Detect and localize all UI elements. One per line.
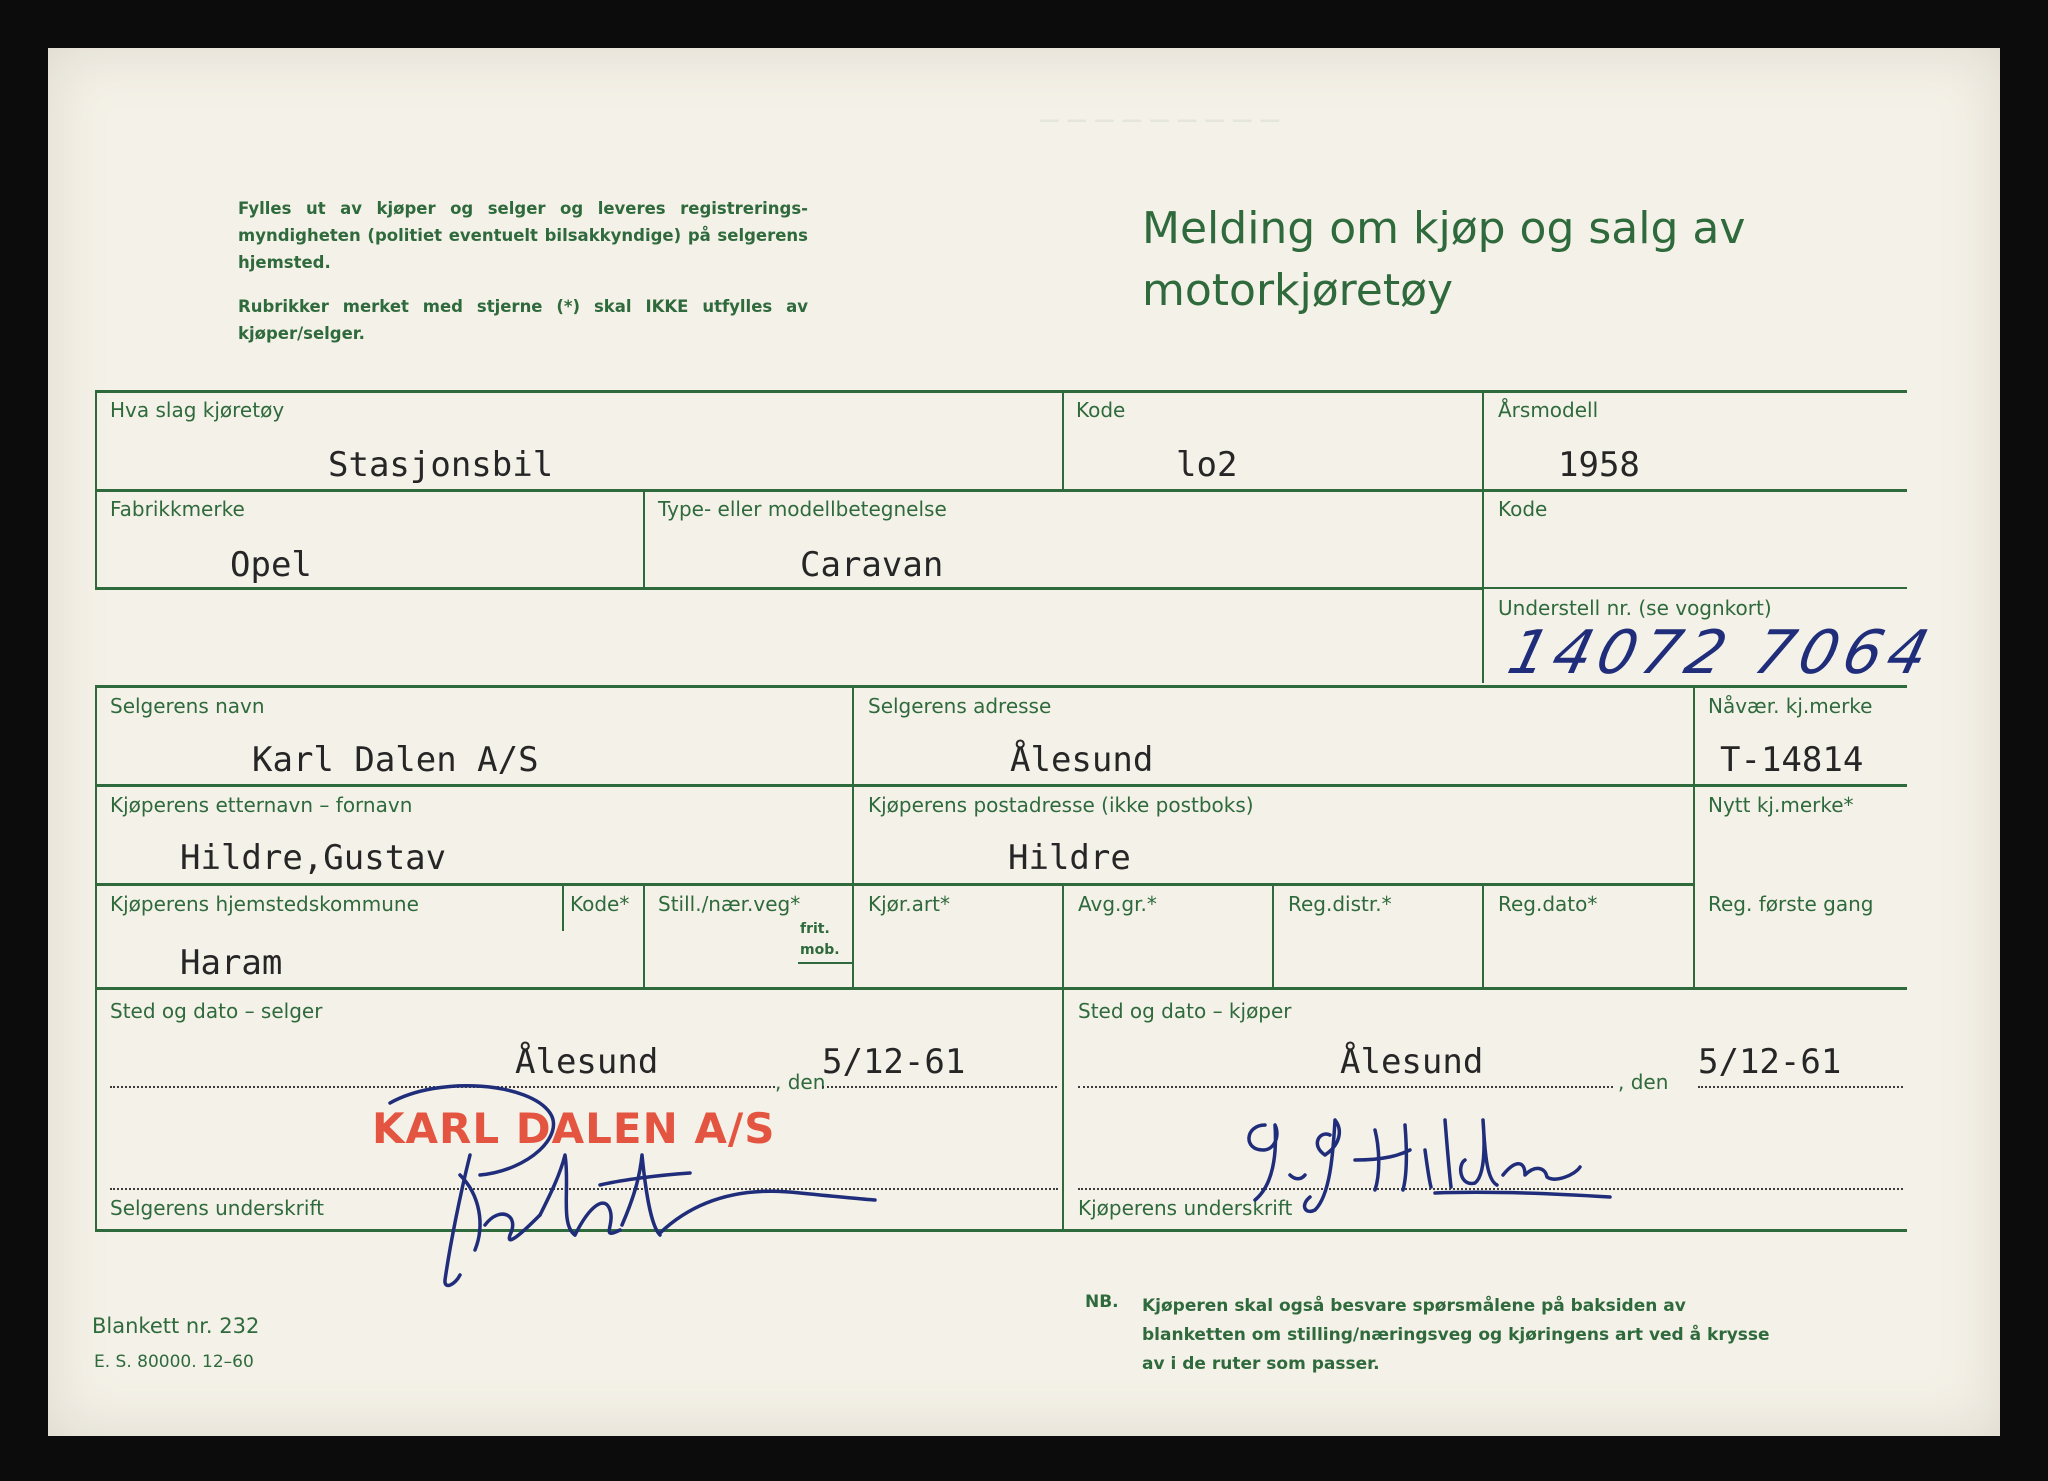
intro-instructions: Fylles ut av kjøper og selger og leveres registrerings-myndigheten (politiet eventuelt bilsakkyndige) på selgerens hjemsted. [238,199,808,272]
frit-label: frit. [800,921,830,937]
buyer-name-value: Hildre,Gustav [180,838,447,878]
municipality-value: Haram [180,943,283,983]
seller-address-label: Selgerens adresse [868,694,1052,718]
current-plate-value: T-14814 [1720,740,1864,780]
chassis-label: Understell nr. (se vognkort) [1498,596,1772,620]
rule [95,987,1907,990]
vehicle-type-label: Hva slag kjøretøy [110,398,285,422]
rule [852,883,854,987]
rule [1482,883,1484,987]
buyer-date-value: 5/12-61 [1698,1042,1842,1082]
code-label: Kode [1076,398,1126,422]
mob-label: mob. [800,942,840,958]
make-label: Fabrikkmerke [110,497,245,521]
model-value: Caravan [800,545,944,585]
seller-signature [360,1075,880,1295]
rule [95,685,97,1230]
seller-place-value: Ålesund [515,1042,659,1082]
nb-text: Kjøperen skal også besvare spørsmålene på baksiden av blanketten om stilling/næringsveg og kjøringens art ved å krysse av i de ruter som passer. [1142,1296,1770,1374]
form-title: Melding om kjøp og salg av motorkjøretøy [1142,203,1746,316]
code2-label: Kode [1498,497,1548,521]
rule [1272,883,1274,987]
first-reg-label: Reg. første gang [1708,892,1874,916]
municipality-label: Kjøperens hjemstedskommune [110,892,419,916]
model-year-value: 1958 [1558,445,1640,485]
buyer-date-dotline [1698,1086,1903,1088]
seller-company-stamp: KARL DALEN A/S [372,1104,776,1153]
rule [95,685,1907,688]
buyer-place-date-label: Sted og dato – kjøper [1078,999,1292,1023]
municipality-code-label: Kode* [570,892,630,916]
buyer-name-label: Kjøperens etternavn – fornavn [110,793,413,817]
model-year-label: Årsmodell [1498,398,1599,422]
nb-label: NB. [1085,1292,1119,1312]
buyer-address-value: Hildre [1008,838,1131,878]
print-info: E. S. 80000. 12–60 [94,1352,254,1372]
occupation-label: Still./nær.veg* [658,892,801,916]
seller-name-label: Selgerens navn [110,694,265,718]
current-plate-label: Nåvær. kj.merke [1708,694,1873,718]
driving-type-label: Kjør.art* [868,892,950,916]
buyer-address-label: Kjøperens postadresse (ikke postboks) [868,793,1254,817]
vehicle-type-value: Stasjonsbil [328,445,554,485]
rule [643,883,645,987]
code-value: lo2 [1176,445,1238,485]
rule [95,587,1482,590]
rule [95,390,1907,393]
chassis-number: 14072 7064 [1501,618,1942,688]
rule [1062,883,1064,1229]
rule [1062,390,1064,489]
rule [1482,587,1907,589]
form-number: Blankett nr. 232 [92,1314,260,1338]
seller-address-value: Ålesund [1010,740,1154,780]
seller-signature-label: Selgerens underskrift [110,1196,324,1220]
buyer-date-prefix: , den [1618,1070,1669,1094]
rule [95,489,1907,492]
rule [95,883,1695,886]
model-label: Type- eller modellbetegnelse [658,497,947,521]
reg-date-label: Reg.dato* [1498,892,1598,916]
new-plate-label: Nytt kj.merke* [1708,793,1854,817]
rule [1693,685,1695,987]
buyer-signature-label: Kjøperens underskrift [1078,1196,1293,1220]
rule [643,489,645,587]
rule [798,962,852,964]
intro-note: Rubrikker merket med stjerne (*) skal IKKE utfylles av kjøper/selger. [238,297,808,343]
buyer-place-dotline [1078,1086,1613,1088]
buyer-place-value: Ålesund [1340,1042,1484,1082]
buyer-signature [1235,1105,1615,1215]
show-through-text: ─ ─ ─ ─ ─ ─ ─ ─ ─ [1040,104,1279,139]
make-value: Opel [230,545,312,585]
rule [562,883,564,931]
seller-date-prefix: , den [775,1070,826,1094]
seller-name-value: Karl Dalen A/S [252,740,539,780]
reg-district-label: Reg.distr.* [1288,892,1392,916]
rule [1482,390,1484,683]
rule [95,784,1907,787]
seller-place-date-label: Sted og dato – selger [110,999,323,1023]
tax-group-label: Avg.gr.* [1078,892,1157,916]
seller-date-value: 5/12-61 [822,1042,966,1082]
